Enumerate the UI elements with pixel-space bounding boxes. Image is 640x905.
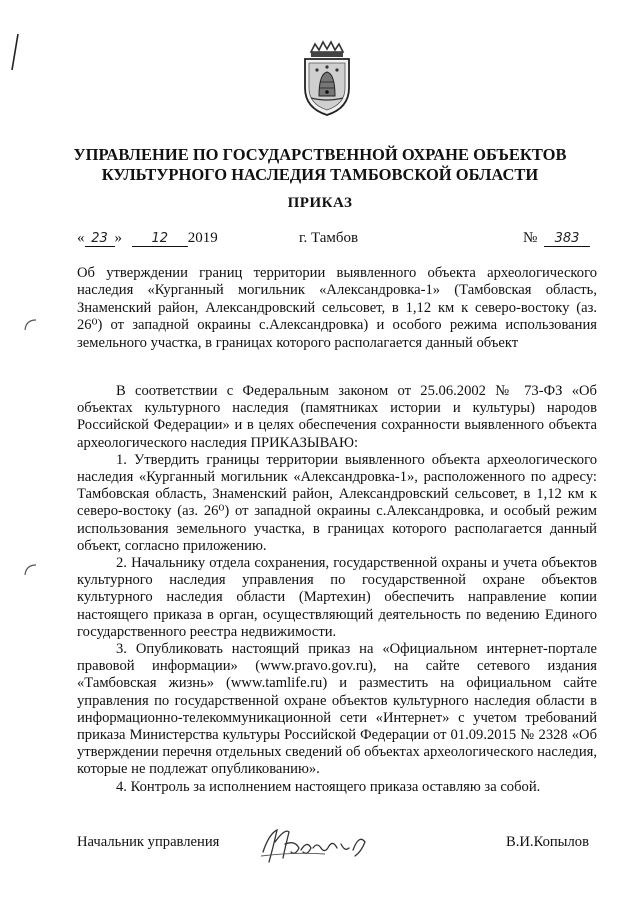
order-preamble: В соответствии с Федеральным законом от 25.06.2002 № 73-ФЗ «Об объектах культурного наследия (памятниках истории и культуры) народов Российской Федерации» и в целях обеспечения сохранности выявленного объекта археологического наследия ПРИКАЗЫВАЮ:: [77, 383, 597, 451]
order-item-3: 3. Опубликовать настоящий приказ на «Официальном интернет-портале правовой информации» (www.pravo.gov.ru), на сайте сетевого издания «Тамбовская жизнь» (www.tamlife.ru) и разместить на официальном сайте управления по государственной охране объектов культурного наследия области в информационно-телекоммуникационной сети «Интернет» с учетом требований приказа Министерства культуры Российской Федерации от 01.09.2015 № 2328 «Об утверждении перечня отдельных сведений об объектах археологического наследия, которые не подлежат опубликованию».: [77, 641, 597, 778]
order-title: ПРИКАЗ: [287, 195, 353, 211]
margin-hole-mark: [22, 318, 38, 332]
signatory-position: Начальник управления: [77, 834, 220, 850]
number-value: 383: [544, 231, 590, 247]
order-body: [77, 383, 597, 796]
date-number-line: [0, 228, 640, 252]
organization-name-line2: КУЛЬТУРНОГО НАСЛЕДИЯ ТАМБОВСКОЙ ОБЛАСТИ: [101, 165, 539, 184]
date-quote-close: »: [114, 230, 122, 246]
organization-name-line1: УПРАВЛЕНИЕ ПО ГОСУДАРСТВЕННОЙ ОХРАНЕ ОБЪЕКТОВ: [73, 145, 567, 164]
order-date: [77, 230, 218, 247]
date-month: 12: [132, 231, 188, 247]
order-item-2: 2. Начальнику отдела сохранения, государственной охраны и учета объектов культурного наследия управления по государственной охране объектов культурного наследия области (Мартехин) обеспечить направление копии настоящего приказа в орган, осуществляющий деятельность по ведению Единого государственного реестра недвижимости.: [77, 555, 597, 640]
date-quote-open: «: [77, 230, 85, 246]
number-label: №: [523, 230, 538, 246]
order-subject: Об утверждении границ территории выявленного объекта археологического наследия «Курганный могильник «Александровка-1» (Тамбовская область, Знаменский район, Александровский сельсовет, в 1,12 км к северо-востоку (аз. 26⁰) от западной окраины с.Александровка) и особого режима использования земельного участка, в границах которого располагается данный объект: [77, 265, 597, 351]
signature-block: [0, 822, 640, 872]
tambov-coat-of-arms-icon: [297, 38, 357, 118]
handwritten-signature: [255, 822, 385, 868]
order-item-4: 4. Контроль за исполнением настоящего приказа оставляю за собой.: [116, 778, 541, 795]
margin-hole-mark: [22, 563, 38, 577]
date-day: 23: [85, 231, 115, 247]
margin-pen-stroke: [8, 32, 22, 72]
signatory-name: В.И.Копылов: [506, 834, 589, 850]
order-item-1: 1. Утвердить границы территории выявленного объекта археологического наследия «Курганный могильник «Александровка-1», расположенного по адресу: Тамбовская область, Знаменский район, Александровский сельсовет, в 1,12 км к северо-востоку (аз. 26⁰) от западной окраины с.Александровка, и особый режим использования земельного участка, в границах которого располагается данный объект, согласно приложению.: [77, 451, 597, 554]
order-number: [523, 230, 590, 247]
date-year: 2019: [187, 230, 218, 246]
organization-name: [0, 145, 640, 185]
city: г. Тамбов: [299, 230, 359, 246]
